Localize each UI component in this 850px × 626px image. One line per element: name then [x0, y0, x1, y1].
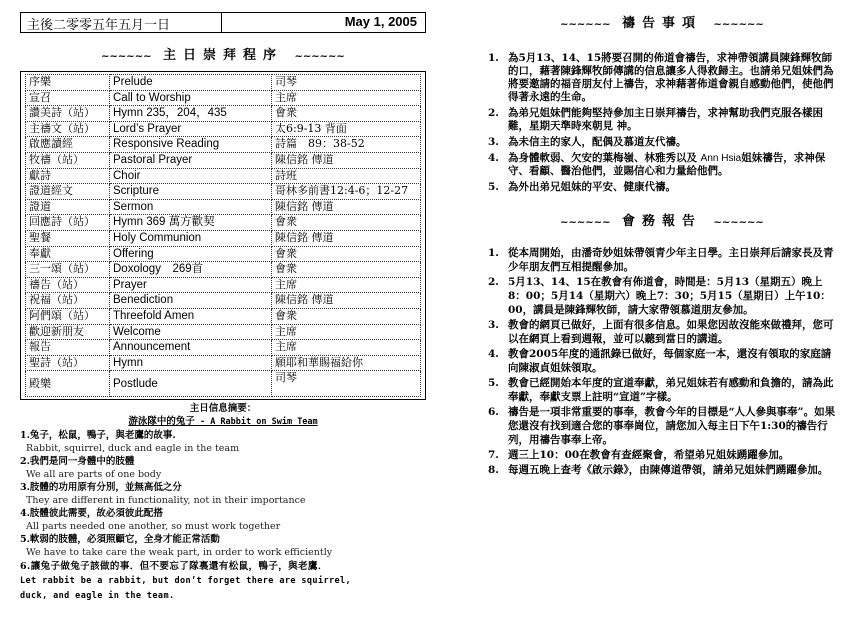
sermon-point-en: Rabbit, squirrel, duck and eagle in the team — [26, 443, 240, 455]
order-item: 祝福（站） — [26, 293, 110, 309]
prayer-item-text-cont: 姐妹禱告，求神保守、看顧、醫治他們，並賜信心和力量給他們。 — [508, 152, 826, 177]
right-ornament: ~~~~~~ — [294, 51, 345, 62]
order-item-en: Holy Communion — [110, 230, 272, 246]
sermon-point-cn: 1.兔子，松鼠，鴨子，與老鷹的故事. — [20, 430, 176, 442]
sermon-point-en: We have to take care the weak part, in order to work efficiently — [26, 547, 333, 559]
prayer-item-english-name: Ann Hsia — [700, 153, 742, 164]
order-item-en: Choir — [110, 168, 272, 184]
sermon-title-en: - A Rabbit on Swim Team — [194, 417, 318, 428]
sermon-points — [20, 429, 426, 559]
order-leader: 司琴 — [272, 75, 421, 91]
order-item-en: Prelude — [110, 75, 272, 91]
church-news-text: 教會的網頁已做好，上面有很多信息。如果您因故沒能來做禮拜，您可以在網頁上看到週報，並可以聽到當日的講道。 — [508, 319, 834, 345]
order-row — [26, 121, 421, 137]
order-item-en: Responsive Reading — [110, 137, 272, 153]
order-item: 殿樂 — [26, 371, 110, 397]
church-news-item — [484, 347, 840, 375]
prayer-item-text: 為身體軟弱、欠安的葉梅嶺、林雅秀以及 — [508, 152, 697, 164]
order-item-en: Postlude — [110, 371, 272, 397]
order-item: 證道 — [26, 199, 110, 215]
prayer-item — [484, 181, 840, 194]
order-item: 啟應讀經 — [26, 137, 110, 153]
sermon-summary-heading: 主日信息摘要： — [189, 403, 257, 415]
prayer-item-number: 5. — [488, 181, 499, 193]
order-item-en: Lord’s Prayer — [110, 121, 272, 137]
sermon-title-cn: 游泳隊中的兔子 — [128, 416, 195, 428]
right-ornament: ~~~~~~ — [713, 19, 764, 30]
right-column — [484, 12, 840, 477]
order-item: 獻詩 — [26, 168, 110, 184]
order-item: 宣召 — [26, 90, 110, 106]
order-item-en: Hymn 235，204，435 — [110, 106, 272, 122]
church-news-number: 4. — [488, 348, 499, 360]
church-news-item — [484, 448, 840, 462]
order-row — [26, 355, 421, 371]
prayer-item-text: 為5月13、14、15將要召開的佈道會禱告，求神帶領講員陳鋒輝牧師的口，藉著陳鋒輝牧師傳講的信息讓多人得救歸主。也請弟兄姐妹們為將要邀請的福音朋友付上禱告，求神藉著佈道會親自感動他們，使他們得著永遠的生命。 — [508, 52, 834, 103]
order-leader: 陳信銘 傳道 — [272, 152, 421, 168]
order-item-en: Pastoral Prayer — [110, 152, 272, 168]
church-news-item — [484, 246, 840, 274]
sermon-summary — [20, 402, 426, 604]
order-row — [26, 371, 421, 397]
order-row — [26, 199, 421, 215]
order-item-en: Announcement — [110, 340, 272, 356]
order-item: 報告 — [26, 340, 110, 356]
church-news-text: 禱告是一項非常重要的事奉，教會今年的目標是“人人參與事奉”。如果您還沒有找到適合您的事奉崗位，請您加入每主日下午1:30的禱告行列，用禱告事奉上帝。 — [508, 406, 836, 446]
order-leader: 會衆 — [272, 308, 421, 324]
order-item-en: Prayer — [110, 277, 272, 293]
order-item-en: Scripture — [110, 184, 272, 200]
church-news-number: 1. — [488, 247, 499, 259]
prayer-item-number: 2. — [488, 107, 499, 119]
sermon-point-en: We all are parts of one body — [26, 469, 162, 481]
order-item: 三一頌（站） — [26, 262, 110, 278]
order-item: 讚美詩（站） — [26, 106, 110, 122]
order-row — [26, 106, 421, 122]
order-of-worship-box — [20, 71, 426, 400]
sermon-point-cn: 3.肢體的功用原有分別，並無高低之分 — [20, 482, 182, 494]
sermon-point-6-cn: 6.讓兔子做兔子該做的事．但不要忘了隊裏還有松鼠，鴨子，與老鷹． — [20, 561, 328, 573]
prayer-item-text: 為弟兄姐妹們能夠堅持參加主日崇拜禱告，求神幫助我們克服各樣困難，星期天準時來朝見 神。 — [508, 107, 823, 132]
order-row — [26, 168, 421, 184]
order-leader: 主席 — [272, 90, 421, 106]
church-news-text: 從本周開始，由潘奇妙姐妹帶領青少年主日學。主日崇拜后請家長及青少年朋友們互相提醒參加。 — [508, 247, 834, 273]
prayer-item — [484, 136, 840, 149]
left-ornament: ~~~~~~ — [560, 217, 611, 228]
sermon-point-cn: 4.肢體彼此需要，故必須彼此配搭 — [20, 508, 163, 520]
order-row — [26, 340, 421, 356]
order-row — [26, 90, 421, 106]
church-news-item — [484, 376, 840, 404]
date-chinese: 主後二零零五年五月一日 — [27, 18, 171, 33]
church-news-number: 3. — [488, 319, 499, 331]
left-ornament: ~~~~~~ — [101, 51, 152, 62]
prayer-item-number: 1. — [488, 52, 499, 64]
order-item: 聖詩（站） — [26, 355, 110, 371]
order-of-worship-heading — [20, 44, 426, 66]
prayer-item — [484, 107, 840, 133]
church-news-text: 每週五晚上查考《啟示錄》，由陳傳道帶領，請弟兄姐妹們踴躍參加。 — [508, 464, 829, 476]
order-item-en: Welcome — [110, 324, 272, 340]
church-news-text: 週三上10：00在教會有查經聚會，希望弟兄姐妹踴躍參加。 — [508, 449, 790, 461]
order-leader: 詩篇 89：38-52 — [272, 137, 421, 153]
order-item: 聖餐 — [26, 230, 110, 246]
order-item: 主禱文（站） — [26, 121, 110, 137]
order-row — [26, 230, 421, 246]
order-leader: 司琴 — [272, 371, 421, 397]
prayer-item-text: 為未信主的家人，配偶及慕道友代禱。 — [508, 136, 687, 148]
church-news-title: 會務報告 — [621, 214, 702, 229]
order-item-en: Hymn — [110, 355, 272, 371]
date-header — [20, 12, 426, 33]
order-item: 歡迎新朋友 — [26, 324, 110, 340]
order-leader: 願耶和華賜福給你 — [272, 355, 421, 371]
order-leader: 會衆 — [272, 215, 421, 231]
order-row — [26, 184, 421, 200]
sermon-title — [20, 415, 426, 429]
church-news-number: 8. — [488, 464, 499, 476]
church-news-text: 教會2005年度的通訊錄已做好，每個家庭一本，還沒有領取的家庭請向陳淑貞姐妹領取。 — [508, 348, 832, 374]
church-news-number: 6. — [488, 406, 499, 418]
church-news-item — [484, 275, 840, 317]
order-item: 禱告（站） — [26, 277, 110, 293]
order-leader: 會衆 — [272, 246, 421, 262]
order-row — [26, 277, 421, 293]
church-news-number: 2. — [488, 276, 499, 288]
order-item: 奉獻 — [26, 246, 110, 262]
order-item-en: Call to Worship — [110, 90, 272, 106]
order-leader: 主席 — [272, 340, 421, 356]
church-news-heading — [484, 210, 840, 232]
order-row — [26, 215, 421, 231]
order-row — [26, 246, 421, 262]
order-leader: 會衆 — [272, 106, 421, 122]
right-ornament: ~~~~~~ — [713, 217, 764, 228]
prayer-item-number: 4. — [488, 152, 499, 164]
prayer-item — [484, 52, 840, 104]
left-ornament: ~~~~~~ — [560, 19, 611, 30]
order-item: 回應詩（站） — [26, 215, 110, 231]
order-row — [26, 137, 421, 153]
prayer-item — [484, 152, 840, 178]
prayer-items-list — [484, 52, 840, 194]
order-leader: 哥林多前書12:4-6；12-27 — [272, 184, 421, 200]
order-leader: 主席 — [272, 277, 421, 293]
order-item-en: Sermon — [110, 199, 272, 215]
sermon-point-en: They are different in functionality, not in their importance — [26, 495, 306, 507]
church-news-number: 7. — [488, 449, 499, 461]
order-item-en: Offering — [110, 246, 272, 262]
prayer-items-title: 禱告事項 — [621, 16, 702, 31]
order-item: 證道經文 — [26, 184, 110, 200]
prayer-items-heading — [484, 12, 840, 34]
order-row — [26, 262, 421, 278]
sermon-point-6-en-1: Let rabbit be a rabbit, but don’t forget there are squirrel, — [20, 576, 352, 587]
sermon-point-cn: 5.軟弱的肢體，必須照顧它，全身才能正常活動 — [20, 534, 220, 546]
order-leader: 太6:9-13 背面 — [272, 121, 421, 137]
sermon-point-en: All parts needed one another, so must work together — [26, 521, 281, 533]
order-item: 牧禱（站） — [26, 152, 110, 168]
order-row — [26, 152, 421, 168]
order-item-en: Hymn 369 萬方歡契 — [110, 215, 272, 231]
order-row — [26, 308, 421, 324]
order-item-en: Benediction — [110, 293, 272, 309]
church-news-number: 5. — [488, 377, 499, 389]
order-of-worship-title: 主日崇拜程序 — [162, 48, 283, 63]
sermon-point-6-en-2: duck, and eagle in the team. — [20, 591, 175, 602]
order-leader: 主席 — [272, 324, 421, 340]
order-item-en: Threefold Amen — [110, 308, 272, 324]
order-item: 序樂 — [26, 75, 110, 91]
order-of-worship-table — [25, 74, 421, 397]
order-leader: 陳信銘 傳道 — [272, 199, 421, 215]
church-news-text: 教會已經開始本年度的宣道奉獻，弟兄姐妹若有感動和負擔的，請為此奉獻，奉獻支票上註明“宣道”字樣。 — [508, 377, 834, 403]
church-news-text: 5月13、14、15在教會有佈道會，時間是：5月13（星期五）晚上8：00；5月14（星期六）晚上7：30；5月15（星期日）上午10：00，講員是陳鋒輝牧師，請大家帶領慕道朋友參加。 — [508, 276, 831, 316]
order-leader: 詩班 — [272, 168, 421, 184]
order-row — [26, 293, 421, 309]
order-row — [26, 324, 421, 340]
prayer-item-number: 3. — [488, 136, 499, 148]
order-item-en: Doxology 269首 — [110, 262, 272, 278]
church-news-item — [484, 318, 840, 346]
sermon-point-cn: 2.我們是同一身體中的肢體 — [20, 456, 135, 468]
date-english: May 1, 2005 — [344, 14, 417, 29]
church-news-list — [484, 246, 840, 477]
order-leader: 陳信銘 傳道 — [272, 293, 421, 309]
order-row — [26, 75, 421, 91]
church-news-item — [484, 463, 840, 477]
left-column — [20, 12, 426, 604]
order-leader: 會衆 — [272, 262, 421, 278]
prayer-item-text: 為外出弟兄姐妹的平安、健康代禱。 — [508, 181, 676, 193]
order-item: 阿們頌（站） — [26, 308, 110, 324]
order-leader: 陳信銘 傳道 — [272, 230, 421, 246]
church-news-item — [484, 405, 840, 447]
date-divider — [221, 13, 222, 32]
